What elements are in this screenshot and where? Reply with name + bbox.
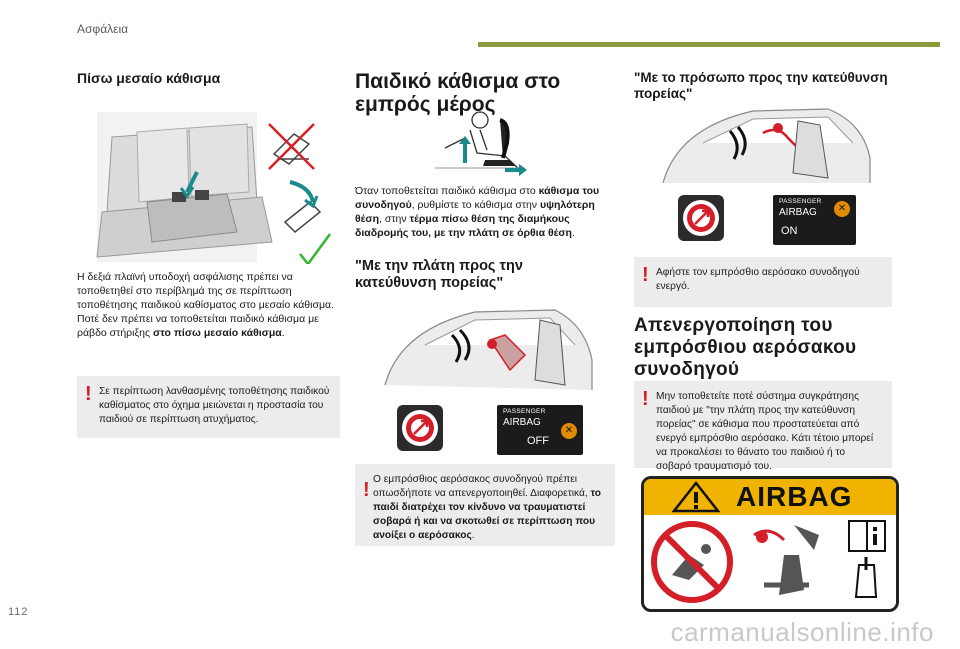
punctuation: .: [471, 530, 475, 541]
airbag-on-badge: [678, 195, 724, 241]
emphasis: τέρμα πίσω θέση της διαμήκους διαδρομής του, με την πλάτη σε όρθια θέση: [355, 213, 572, 239]
warning-box: [634, 381, 892, 472]
front-seat-instructions: [355, 184, 613, 240]
airbag-seat-icon: [754, 525, 819, 595]
warning-triangle-icon: [666, 479, 726, 515]
header-rule: [478, 42, 940, 47]
warning-text: Αφήστε τον εμπρόσθιο αερόσακο συνοδηγού ενεργό.: [656, 267, 860, 292]
warning-icon: !: [642, 264, 649, 286]
punctuation: .: [571, 227, 575, 239]
emphasis: στο πίσω μεσαίο κάθισμα: [152, 327, 282, 339]
punctuation: .: [281, 327, 285, 339]
passenger-airbag-off-panel: [497, 405, 583, 455]
paragraph: Η δεξιά πλαϊνή υποδοχή ασφάλισης πρέπει να τοποθετηθεί στο περίβλημά της σε περίπτωση τοποθέτησης παιδικού καθίσματος στο μεσαίο κάθισμα.: [77, 271, 334, 311]
text-run: , στην: [379, 213, 410, 225]
warning-text: [373, 473, 605, 543]
panel-label: AIRBAG: [503, 417, 541, 428]
forward-facing-car-illustration: [658, 103, 873, 188]
text-run: , ρυθμίστε το κάθισμα στην: [411, 199, 540, 211]
emphasis: το παιδί διατρέχει τον κίνδυνο να τραυματιστεί σοβαρά ή και να σκοτωθεί σε περίπτωση που ανοίξει ο αερόσακος: [373, 488, 602, 541]
warning-icon: !: [642, 388, 649, 410]
warning-icon: !: [85, 383, 92, 405]
passenger-airbag-on-panel: [773, 195, 856, 245]
label-title: AIRBAG: [736, 481, 853, 512]
section-label: Ασφάλεια: [77, 22, 129, 36]
emphasis: κάθισμα του συνοδηγού: [355, 185, 600, 211]
subtitle-line: πορείας": [634, 86, 693, 101]
hand-pointing-icon: [856, 557, 876, 597]
rear-center-seat-text: [77, 270, 339, 340]
warning-box: [355, 464, 615, 546]
page-number: 112: [8, 606, 29, 618]
title-line: Απενεργοποίηση του: [634, 315, 833, 336]
seat-position-illustration: [425, 108, 535, 178]
paragraph: Ποτέ δεν πρέπει να τοποθετείται παιδικό κάθισμα με ράβδο στήριξης: [77, 313, 319, 339]
rear-facing-car-illustration: [380, 300, 595, 400]
text-run: Ο εμπρόσθιος αερόσακος συνοδηγού πρέπει οπωσδήποτε να απενεργοποιηθεί. Διαφορετικά,: [373, 474, 591, 499]
text-run: Όταν τοποθετείται παιδικό κάθισμα στο: [355, 185, 539, 197]
emphasis: υψηλότερη θέση: [355, 199, 595, 225]
title-line: εμπρόσθιου αερόσακου: [634, 337, 857, 358]
panel-status: ON: [781, 225, 798, 237]
subtitle-line: "Με το πρόσωπο προς την κατεύθυνση: [634, 70, 888, 85]
warning-text: Σε περίπτωση λανθασμένης τοποθέτησης παιδικού καθίσματος στο όχημα μειώνεται η προστασία του παιδιού σε περίπτωση ατυχήματος.: [99, 386, 330, 425]
warning-box: [634, 257, 892, 307]
watermark: carmanualsonline.info: [670, 617, 934, 647]
warning-text: Μην τοποθετείτε ποτέ σύστημα συγκράτησης παιδιού με "την πλάτη προς την κατεύθυνση πορείας" σε κάθισμα που προστατεύεται από ενεργό εμπρόσθιο αερόσακο. Κάτι τέτοιο μπορεί να προκαλέσει το θάνατο του παιδιού ή το σοβαρό τραυματισμό του.: [656, 391, 874, 472]
airbag-warning-icon: ✕: [561, 423, 577, 439]
panel-label: PASSENGER: [503, 408, 546, 415]
title-line: συνοδηγού: [634, 359, 740, 380]
rear-seat-illustration: [77, 92, 340, 264]
airbag-warning-label: [641, 476, 899, 612]
panel-label: PASSENGER: [779, 198, 822, 205]
title-line: εμπρός μέρος: [355, 93, 496, 116]
subtitle-line: "Με την πλάτη προς την: [355, 258, 523, 274]
panel-label: AIRBAG: [779, 207, 817, 218]
manual-book-icon: [849, 521, 885, 551]
warning-box: [77, 376, 340, 438]
rear-facing-subtitle: [355, 258, 615, 292]
deactivate-airbag-title: [634, 315, 904, 381]
airbag-off-badge: [397, 405, 443, 451]
label-header: [644, 479, 896, 515]
forward-facing-subtitle: [634, 70, 904, 102]
rear-center-seat-title: Πίσω μεσαίο κάθισμα: [77, 70, 221, 86]
title-line: Παιδικό κάθισμα στο: [355, 70, 561, 93]
no-rear-facing-seat-icon: [654, 524, 730, 600]
warning-icon: !: [363, 479, 370, 501]
panel-status: OFF: [527, 435, 549, 447]
subtitle-line: κατεύθυνση πορείας": [355, 275, 504, 291]
airbag-warning-icon: ✕: [834, 201, 850, 217]
